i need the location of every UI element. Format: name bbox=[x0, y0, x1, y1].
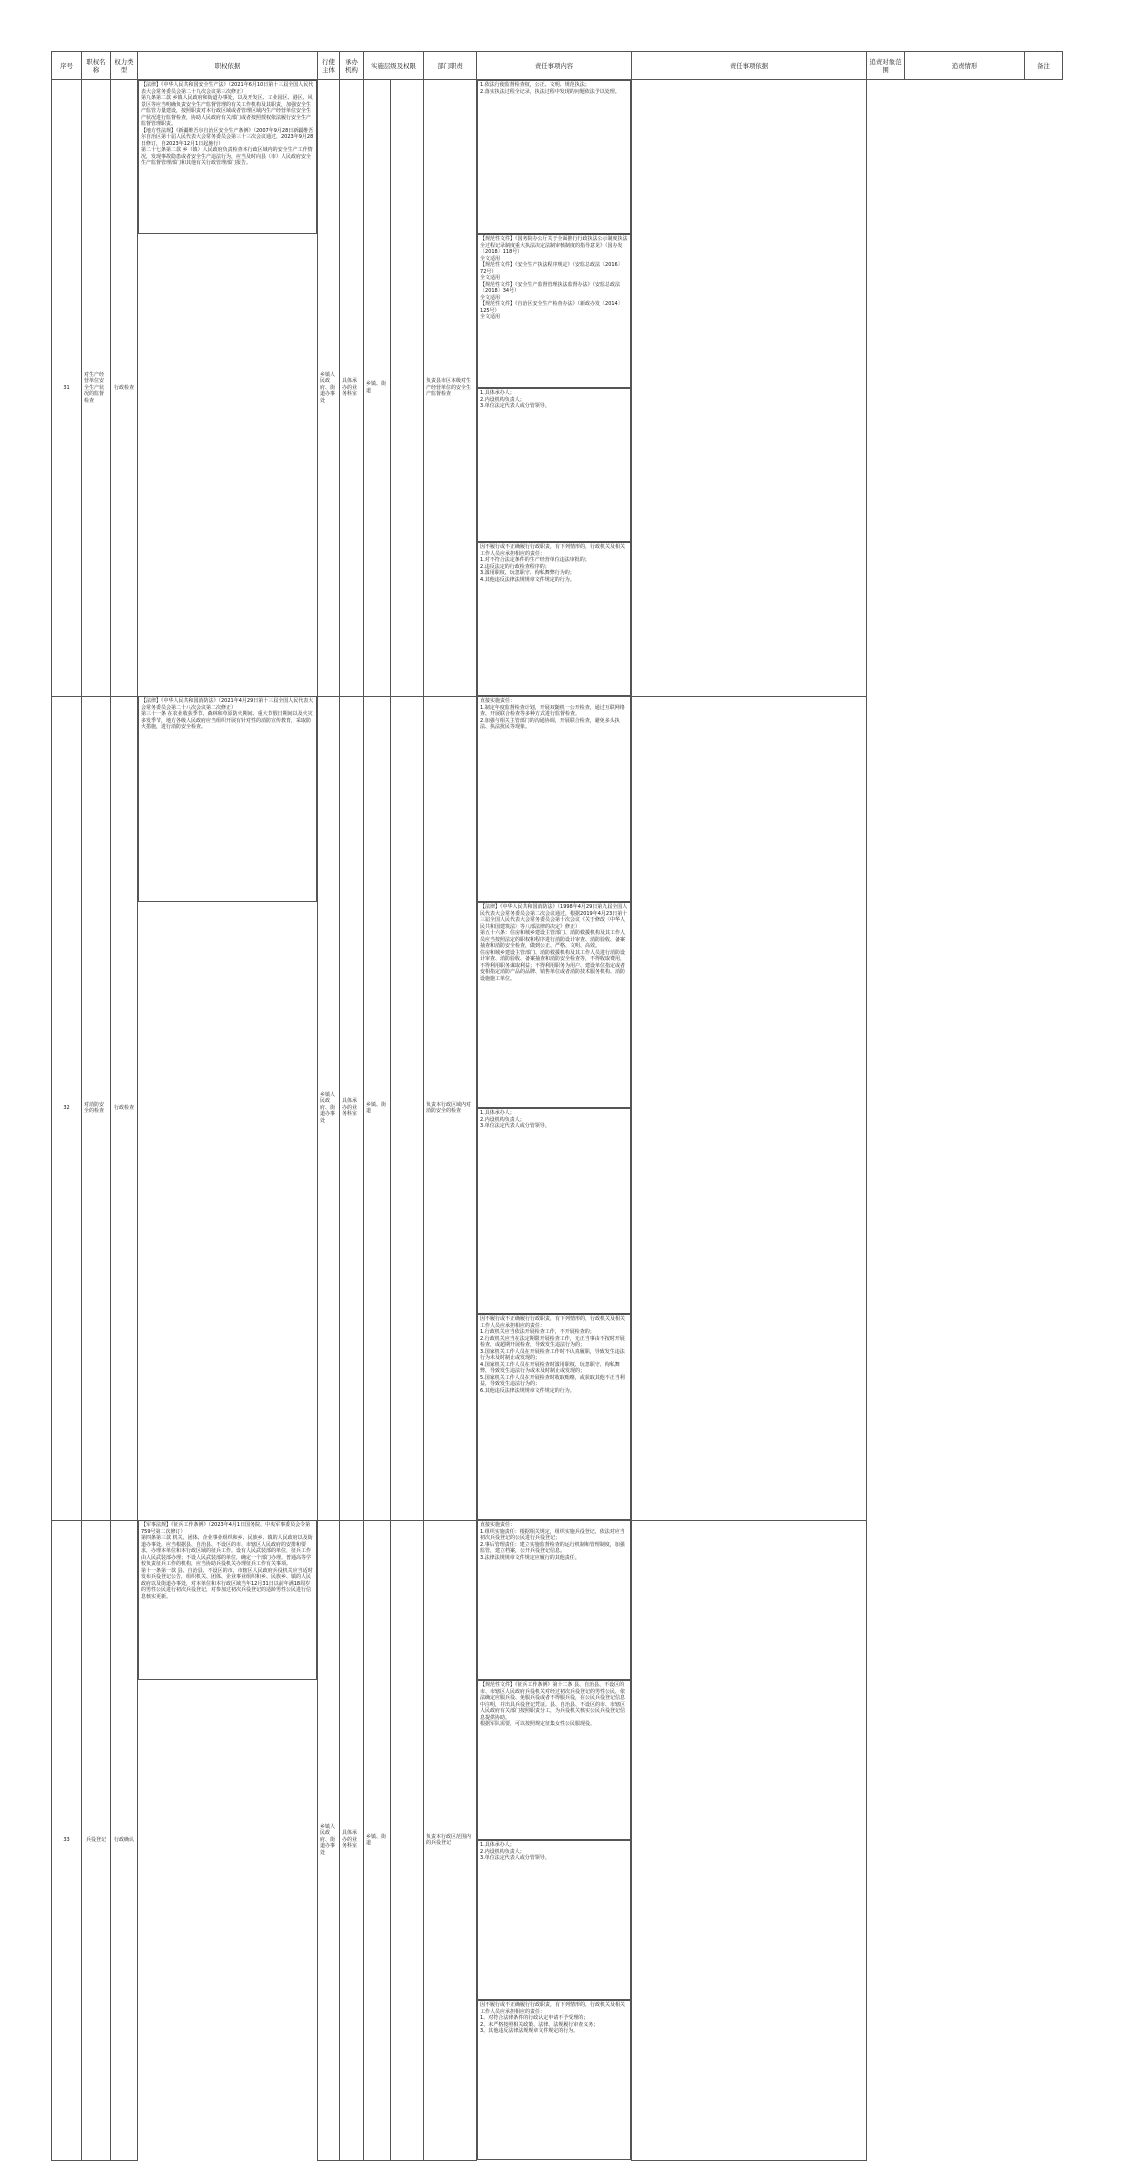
row-no: 31 bbox=[52, 80, 82, 697]
row-dept: 负责本行政区范围内的兵役登记 bbox=[424, 1520, 477, 2160]
row-type: 行政检查 bbox=[111, 80, 138, 697]
header-row bbox=[52, 52, 1063, 80]
row-duty-basis: 【规范性文件】《征兵工作条例》第十二条 县、自治县、不设区的市、市辖区人民政府兵役机关对经过初次兵役登记的男性公民，依法确定应服兵役、免服兵役或者不得服兵役，在公民兵役登记信息中注明，并出具兵役登记凭证。县、自治县、不设区的市、市辖区人民政府有关部门按照职责分工，为兵役机关核实公民兵役登记信息提供协助。 根据军队需要，可以按照规定征集女性公民服现役。 bbox=[477, 1680, 631, 1840]
row-target: 1.具体承办人； 2.内设机构负责人； 3.单位法定代表人或分管领导。 bbox=[477, 388, 631, 542]
row-org: 具体承办的业务科室 bbox=[340, 1520, 364, 2160]
table-row bbox=[52, 80, 1063, 697]
row-target: 1.具体承办人； 2.内设机构负责人； 3.单位法定代表人或分管领导。 bbox=[477, 1840, 631, 2000]
row-dept: 负责县市区本级对生产经营单位的安全生产监督检查 bbox=[424, 80, 477, 697]
row-content: 直接实施责任： 1.制定年度监督检查计划，开展双随机一公开检查，通过互联网络查、开展联合检查等多种方式进行监督检查。 2.加强与相关主管部门的沟通协调，开展联合检查，避免多头执法、执法扰民等现象。 bbox=[477, 696, 631, 902]
row-no: 32 bbox=[52, 696, 82, 1520]
row-level: 乡镇、街道 bbox=[364, 696, 391, 1520]
row-content: 1.依法行使监督检查权，公正、文明、规范执法； 2.落实执法过程全记录，执法过程中发现的问题依法予以处理。 bbox=[477, 80, 631, 234]
row-basis: 【军事法规】《征兵工作条例》（2023年4月1日国务院、中央军事委员会令第759号第二次修订） 第四条第三款 机关、团体、企业事业组织和乡、民族乡、镇的人民政府以及街道办事处，应当根据县、自治县、不设区的市、市辖区人民政府的安排和要求，办理本单位和本行政区域的征兵工作。设有人民武装部的单位，征兵工作由人民武装部办理；不设人民武装部的单位，确定一个部门办理。普通高等学校负责征兵工作的机构，应当协助兵役机关办理征兵工作有关事项。 第十一条第一款 县、自治县、不设区的市、市辖区人民政府兵役机关应当适时发布兵役登记公告，组织机关、团体、企业事业组织和乡、民族乡、镇的人民政府以及街道办事处，对本单位和本行政区域当年12月31日以前年满18周岁的男性公民进行初次兵役登记，对参加过初次兵役登记的适龄男性公民进行信息核实更新。 bbox=[138, 1520, 317, 1680]
row-remark bbox=[632, 696, 867, 1520]
row-circumstance: 因不履行或不正确履行行政职责，有下列情形的，行政机关及相关工作人员应承担相应的责任： 1.对不符合法定条件的生产经营单位违法审批的； 2.违反法定的行政检查程序的； 3.滥用职权、玩忽职守、徇私舞弊行为的； 4.其他违反法律法规规章文件规定的行为。 bbox=[477, 542, 631, 696]
row-org: 具体承办的业务科室 bbox=[340, 696, 364, 1520]
header-name: 职权名称 bbox=[82, 52, 111, 80]
header-circumstance: 追责情形 bbox=[905, 52, 1025, 80]
row-remark bbox=[632, 1520, 867, 2160]
header-dept: 部门职责 bbox=[424, 52, 477, 80]
row-subject: 乡镇人民政府、街道办事处 bbox=[318, 80, 340, 697]
header-no: 序号 bbox=[52, 52, 82, 80]
row-level: 乡镇、街道 bbox=[364, 1520, 391, 2160]
table-row bbox=[52, 1520, 1063, 2160]
row-basis: 【法律】《中华人民共和国消防法》（2021年4月29日第十三届全国人民代表大会常务委员会第二十八次会议第二次修正） 第三十一条 在农业收获季节、森林和草原防火期间、重大节假日期间以及火灾多发季节，地方各级人民政府应当组织开展有针对性的消防宣传教育，采取防火措施，进行消防安全检查。 bbox=[138, 696, 317, 902]
row-duty-basis: 【规范性文件】《国务院办公厅关于全面推行行政执法公示制度执法全过程记录制度重大执法决定法制审核制度的指导意见》（国办发〔2018〕118号） 全文适用 【规范性文件】《安全生产执法程序规定》（安监总政法〔2016〕72号） 全文适用 【规范性文件】《安全生产监督管理执法监督办法》（安监总政法〔2018〕34号） 全文适用 【规范性文件】《自治区安全生产检查办法》（新政办发〔2014〕125号） 全文适用 bbox=[477, 234, 631, 388]
header-duty-basis: 责任事项依据 bbox=[632, 52, 867, 80]
header-basis: 职权依据 bbox=[138, 52, 318, 80]
header-type: 权力类型 bbox=[111, 52, 138, 80]
row-content: 直接实施责任： 1.组织实施责任：根据相关规定，组织实施兵役登记，依法对应当初次兵役登记的公民进行兵役登记； 2.事后管理责任：建立实施监督检查的运行机制和管理制度，加强监管，建立档案，公开兵役登记信息。 3.法律法规规章文件规定应履行的其他责任。 bbox=[477, 1520, 631, 1680]
header-content: 责任事项内容 bbox=[477, 52, 632, 80]
row-type: 行政检查 bbox=[111, 696, 138, 1520]
row-name: 对生产经营单位安全生产状况的监督检查 bbox=[82, 80, 111, 697]
row-remark bbox=[632, 80, 867, 697]
row-subject: 乡镇人民政府、街道办事处 bbox=[318, 696, 340, 1520]
row-level: 乡镇、街道 bbox=[364, 80, 391, 697]
row-level-blank bbox=[391, 696, 424, 1520]
header-org: 承办机构 bbox=[340, 52, 364, 80]
row-no: 33 bbox=[52, 1520, 82, 2160]
row-circumstance: 因不履行或不正确履行行政职责，有下列情形的，行政机关及相关工作人员应承担相应的责任： 1.行政机关应当依法开展检查工作，不开展检查的； 2.行政机关应当在法定期限开展检查工作，无正当事由不按时开展检查，或超期开展检查，导致发生违法行为的； 3.国家机关工作人员在开展检查工作时不认真履职，导致发生违法行为未及时制止或发现的； 4.国家机关工作人员在开展检查时滥用职权、玩忽职守、徇私舞弊，导致发生违法行为或未及时制止或发现的； 5.国家机关工作人员在开展检查时收取贿赂，或获取其他不正当利益，导致发生违法行为的； 6.其他违反法律法规规章文件规定的行为。 bbox=[477, 1314, 631, 1520]
row-org: 具体承办的业务科室 bbox=[340, 80, 364, 697]
row-level-blank bbox=[391, 80, 424, 697]
row-circumstance: 因不履行或不正确履行行政职责，有下列情形的，行政机关及相关工作人员应承担相应的责任： 1、对符合法律条件的行政认定申请不予受理的； 2、未严格按照相关政策、法律、法规履行审查义务； 3、其他违反法律法规规章文件规定的行为。 bbox=[477, 2000, 631, 2160]
row-name: 兵役登记 bbox=[82, 1520, 111, 2160]
row-level-blank bbox=[391, 1520, 424, 2160]
table-row bbox=[52, 696, 1063, 1520]
row-type: 行政确认 bbox=[111, 1520, 138, 2160]
header-subject: 行使主体 bbox=[318, 52, 340, 80]
row-name: 对消防安全的检查 bbox=[82, 696, 111, 1520]
row-dept: 负责本行政区域内对消防安全的检查 bbox=[424, 696, 477, 1520]
duty-table bbox=[51, 51, 1063, 2161]
row-subject: 乡镇人民政府、街道办事处 bbox=[318, 1520, 340, 2160]
row-basis: 【法律】《中华人民共和国安全生产法》（2021年6月10日第十三届全国人民代表大会常务委员会第二十九次会议第三次修正） 第九条第二款 乡镇人民政府和街道办事处，以及开发区、工业园区、港区、风景区等应当明确负责安全生产监督管理的有关工作机构及其职责，加强安全生产监管力量建设，按照职责对本行政区域或者管理区域内生产经营单位安全生产状况进行监督检查，协助人民政府有关部门或者按照授权依法履行安全生产监督管理职责。 【地方性法规】《新疆维吾尔自治区安全生产条例》（2007年9月28日新疆维吾尔自治区第十届人民代表大会常务委员会第三十三次会议通过，2023年9月28日修订，自2023年12月1日起施行） 第二十七条第二款 乡（镇）人民政府负责检查本行政区域内的安全生产工作情况，发现事故隐患或者安全生产违法行为，应当及时向县（市）人民政府安全生产监督管理部门和其他有关行政管理部门报告。 bbox=[138, 80, 317, 234]
header-remark: 备注 bbox=[1025, 52, 1063, 80]
row-target: 1.具体承办人； 2.内设机构负责人； 3.单位法定代表人或分管领导。 bbox=[477, 1108, 631, 1314]
header-level: 实施层级及权限 bbox=[364, 52, 424, 80]
row-duty-basis: 【法律】《中华人民共和国消防法》（1998年4月29日第九届全国人民代表大会常务委员会第二次会议通过，根据2019年4月23日第十三届全国人民代表大会常务委员会第十次会议《关于修改〈中华人民共和国建筑法〉等八部法律的决定》修正） 第五十六条：住房和城乡建设主管部门、消防救援机构及其工作人员应当按照法定的职权和程序进行消防设计审查、消防验收、备案抽查和消防安全检查，做到公正、严格、文明、高效。 住房和城乡建设主管部门、消防救援机构及其工作人员进行消防设计审查、消防验收、备案抽查和消防安全检查等，不得收取费用，不得利用职务谋取利益；不得利用职务为用户、建设单位指定或者变相指定消防产品的品牌、销售单位或者消防技术服务机构、消防设施施工单位。 bbox=[477, 902, 631, 1108]
header-target: 追责对象范围 bbox=[867, 52, 905, 80]
